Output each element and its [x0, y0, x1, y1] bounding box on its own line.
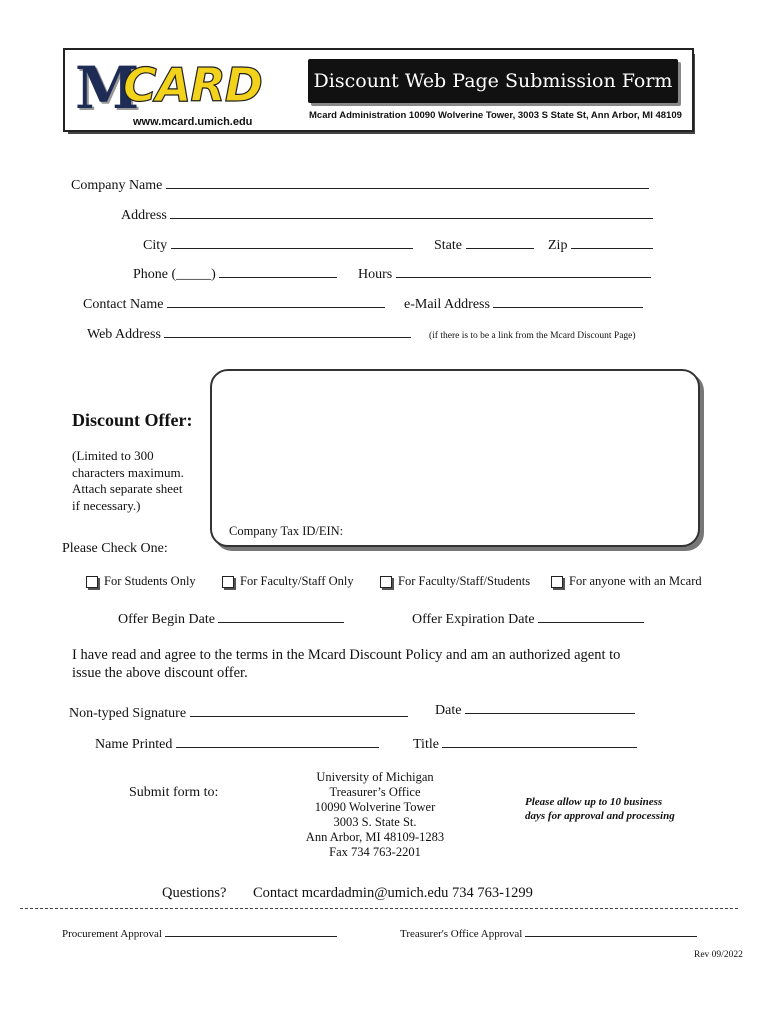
zip-row — [548, 238, 653, 254]
note-line: (Limited to 300 — [72, 448, 154, 463]
questions-label: Questions? — [162, 885, 227, 901]
web-address-label: Web Address — [87, 327, 161, 342]
hours-label: Hours — [358, 267, 393, 282]
address-line: University of Michigan — [316, 770, 434, 784]
address-line: Ann Arbor, MI 48109-1283 — [305, 830, 445, 844]
address-line: Fax 734 763-2201 — [329, 845, 421, 859]
title-label: Title — [413, 737, 439, 752]
state-row — [434, 238, 534, 254]
option-students[interactable] — [86, 574, 196, 589]
signature-field[interactable] — [190, 716, 408, 717]
mcard-logo — [75, 54, 297, 128]
sign-date-row — [435, 703, 635, 719]
header-banner — [63, 48, 694, 132]
expiration-date-row — [412, 612, 644, 628]
begin-date-label: Offer Begin Date — [118, 612, 215, 627]
phone-field[interactable] — [219, 277, 337, 278]
phone-label: Phone (_____) — [133, 267, 216, 282]
zip-field[interactable] — [571, 248, 653, 249]
agreement-line: issue the above discount offer. — [72, 665, 248, 681]
note-line: if necessary.) — [72, 497, 141, 513]
contact-name-label: Contact Name — [83, 297, 164, 312]
company-name-row — [71, 178, 649, 194]
sign-date-label: Date — [435, 703, 462, 718]
option-anyone[interactable] — [551, 574, 702, 589]
submit-address — [300, 770, 450, 860]
name-printed-field[interactable] — [176, 747, 379, 748]
procurement-label: Procurement Approval — [62, 928, 162, 940]
logo-url: www.mcard.umich.edu — [133, 116, 253, 128]
discount-offer-box[interactable] — [210, 369, 700, 547]
tax-id-label: Company Tax ID/EIN: — [229, 524, 344, 538]
option-faculty-staff-students[interactable] — [380, 574, 530, 589]
address-line: Treasurer’s Office — [329, 785, 421, 799]
revision-label: Rev 09/2022 — [694, 950, 743, 960]
note-line: days for approval and processing — [525, 810, 675, 822]
address-line: 10090 Wolverine Tower — [314, 800, 436, 814]
city-field[interactable] — [171, 248, 413, 249]
state-field[interactable] — [466, 248, 534, 249]
title-row — [413, 737, 637, 753]
name-printed-row — [95, 737, 379, 753]
web-address-field[interactable] — [164, 337, 411, 338]
option-label: For Students Only — [104, 574, 196, 588]
expiration-date-label: Offer Expiration Date — [412, 612, 535, 627]
option-faculty-staff[interactable] — [222, 574, 354, 589]
note-line: characters maximum. — [72, 464, 184, 480]
begin-date-row — [118, 612, 344, 628]
phone-row — [133, 267, 337, 283]
city-row — [143, 238, 413, 254]
discount-offer-heading: Discount Offer: — [72, 410, 193, 430]
expiration-date-field[interactable] — [538, 622, 644, 623]
address-field[interactable] — [170, 218, 653, 219]
option-label: For anyone with an Mcard — [569, 574, 702, 588]
company-name-field[interactable] — [166, 188, 649, 189]
checkbox[interactable] — [222, 576, 234, 588]
begin-date-field[interactable] — [218, 622, 344, 623]
option-label: For Faculty/Staff/Students — [398, 574, 531, 588]
address-label: Address — [121, 208, 167, 223]
state-label: State — [434, 238, 462, 253]
questions-contact: Contact mcardadmin@umich.edu 734 763-1299 — [253, 885, 533, 901]
hours-field[interactable] — [396, 277, 651, 278]
checkbox[interactable] — [380, 576, 392, 588]
treasurer-field[interactable] — [525, 936, 697, 937]
treasurer-row — [400, 928, 697, 940]
note-line: Attach separate sheet — [72, 481, 183, 496]
signature-row — [69, 706, 408, 722]
company-name-label: Company Name — [71, 178, 163, 193]
zip-label: Zip — [548, 238, 568, 253]
contact-name-field[interactable] — [167, 307, 385, 308]
email-row — [404, 297, 643, 313]
checkbox[interactable] — [551, 576, 563, 588]
web-address-row — [87, 327, 411, 343]
address-line: 3003 S. State St. — [333, 815, 417, 829]
note-line: Please allow up to 10 business — [525, 796, 663, 808]
signature-label: Non-typed Signature — [69, 706, 187, 721]
processing-note — [525, 795, 675, 823]
hours-row — [358, 267, 651, 283]
form-title: Discount Web Page Submission Form — [308, 59, 678, 103]
city-label: City — [143, 238, 168, 253]
agreement-text — [72, 646, 620, 682]
discount-offer-note — [72, 448, 184, 514]
procurement-field[interactable] — [165, 936, 337, 937]
checkbox[interactable] — [86, 576, 98, 588]
email-label: e-Mail Address — [404, 297, 490, 312]
agreement-line: I have read and agree to the terms in the Mcard Discount Policy and am an authorized agent to — [72, 647, 621, 663]
address-row — [121, 208, 653, 224]
logo-word: CARD — [123, 58, 262, 112]
sign-date-field[interactable] — [465, 713, 635, 714]
submit-label: Submit form to: — [129, 785, 219, 800]
name-printed-label: Name Printed — [95, 737, 173, 752]
cut-line-divider — [20, 908, 738, 909]
admin-address: Mcard Administration 10090 Wolverine Tower, 3003 S State St, Ann Arbor, MI 48109 — [309, 110, 682, 121]
web-address-note: (if there is to be a link from the Mcard Discount Page) — [429, 331, 636, 341]
email-field[interactable] — [493, 307, 643, 308]
check-one-prompt: Please Check One: — [62, 541, 168, 556]
procurement-row — [62, 928, 337, 940]
option-label: For Faculty/Staff Only — [240, 574, 354, 588]
logo-letter: M — [75, 54, 138, 122]
treasurer-label: Treasurer's Office Approval — [400, 928, 523, 940]
title-field[interactable] — [442, 747, 637, 748]
contact-name-row — [83, 297, 385, 313]
